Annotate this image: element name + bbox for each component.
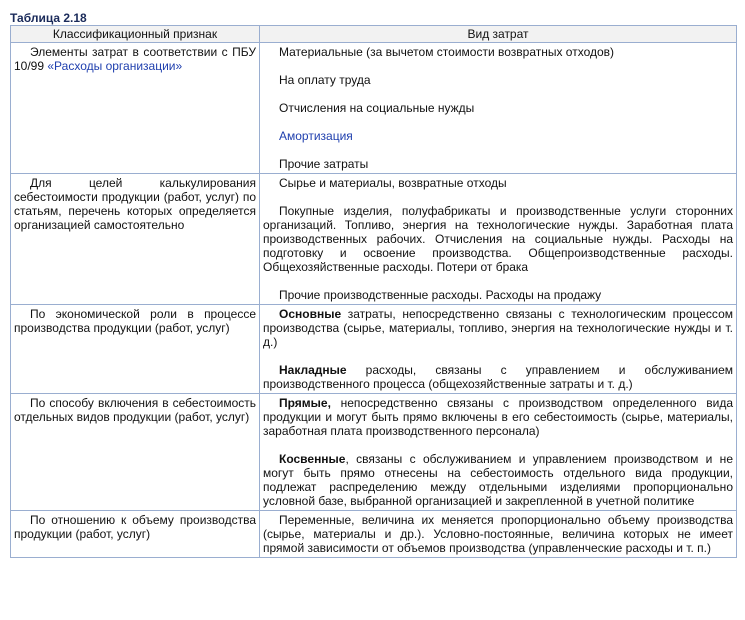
table-row	[11, 511, 737, 558]
cost-type-cell	[260, 43, 737, 174]
reference-link[interactable]: «Расходы организации»	[47, 59, 183, 73]
header-classification-feature: Классификационный признак	[11, 26, 260, 43]
classification-feature-cell	[11, 43, 260, 174]
classification-feature-cell	[11, 174, 260, 305]
feature-paragraph	[14, 307, 256, 335]
text-run: Прочие затраты	[279, 157, 369, 171]
cost-type-term: Прямые,	[279, 396, 331, 410]
cost-type-term: Накладные	[279, 363, 347, 377]
cost-type-paragraph	[263, 45, 733, 59]
text-run: По отношению к объему производства продукции (работ, услуг)	[14, 513, 256, 541]
text-run: Прочие производственные расходы. Расходы на продажу	[279, 288, 602, 302]
cost-classification-table	[10, 25, 737, 558]
text-run: По способу включения в себестоимость отдельных видов продукции (работ, услуг)	[14, 396, 256, 424]
text-run: Материальные (за вычетом стоимости возвратных отходов)	[279, 45, 615, 59]
cost-type-paragraph	[263, 396, 733, 438]
text-run: , связаны с обслуживанием и управлением производством и не могут быть прямо отнесены на себестоимость отдельного вида продукции, подлежат распределению между отдельными изделиями пропорционально условной базе, выбранной организацией и закрепленной в учетной политике	[263, 452, 733, 508]
table-header-row	[11, 26, 737, 43]
cost-type-paragraph	[263, 513, 733, 555]
table-caption: Таблица 2.18	[10, 11, 87, 25]
cost-type-cell	[260, 511, 737, 558]
text-run: Переменные, величина их меняется пропорционально объему производства (сырье, материалы и др.). Условно-постоянные, величина которых не имеет прямой зависимости от объемов производства (управленческие расходы и т. п.)	[263, 513, 733, 555]
text-run: Элементы затрат в соответствии с ПБУ 10/99	[14, 45, 256, 73]
text-run: По экономической роли в процессе производства продукции (работ, услуг)	[14, 307, 256, 335]
feature-paragraph	[14, 176, 256, 232]
cost-type-paragraph	[263, 157, 733, 171]
cost-type-paragraph	[263, 452, 733, 508]
feature-paragraph	[14, 513, 256, 541]
text-run: Сырье и материалы, возвратные отходы	[279, 176, 507, 190]
cost-type-paragraph	[263, 204, 733, 274]
text-run: Для целей калькулирования себестоимости продукции (работ, услуг) по статьям, перечень которых определяется организацией самостоятельно	[14, 176, 256, 232]
text-run: На оплату труда	[279, 73, 371, 87]
text-run: расходы, связаны с управлением и обслуживанием производственного процесса (общехозяйственные затраты и т. д.)	[263, 363, 733, 391]
text-run: затраты, непосредственно связаны с технологическим процессом производства (сырье, материалы, топливо, энергия на технологические нужды и т. д.)	[263, 307, 733, 349]
cost-type-term: Основные	[279, 307, 342, 321]
cost-type-paragraph	[263, 73, 733, 87]
classification-feature-cell	[11, 394, 260, 511]
table-row	[11, 174, 737, 305]
reference-link[interactable]: Амортизация	[279, 129, 353, 143]
table-row	[11, 394, 737, 511]
text-run: Отчисления на социальные нужды	[279, 101, 475, 115]
header-cost-type: Вид затрат	[260, 26, 737, 43]
table-row	[11, 305, 737, 394]
cost-type-cell	[260, 394, 737, 511]
cost-type-paragraph	[263, 363, 733, 391]
cost-type-paragraph	[263, 307, 733, 349]
cost-type-paragraph	[263, 176, 733, 190]
cost-type-cell	[260, 305, 737, 394]
classification-feature-cell	[11, 511, 260, 558]
feature-paragraph	[14, 396, 256, 424]
table-row	[11, 43, 737, 174]
cost-type-paragraph	[263, 288, 733, 302]
page-bottom	[0, 610, 745, 620]
cost-type-paragraph	[263, 129, 733, 143]
text-run: непосредственно связаны с производством определенного вида продукции и могут быть прямо включены в его себестоимость (сырье, материалы, заработная плата производственного персонала)	[263, 396, 733, 438]
cost-type-cell	[260, 174, 737, 305]
text-run: Покупные изделия, полуфабрикаты и производственные услуги сторонних организаций. Топливо, энергия на технологические нужды. Заработная плата производственных рабочих. Отчисления на социальные нужды. Расходы на подготовку и освоение производства. Общепроизводственные расходы. Общехозяйственные расходы. Потери от брака	[263, 204, 733, 274]
feature-paragraph	[14, 45, 256, 73]
cost-type-paragraph	[263, 101, 733, 115]
cost-type-term: Косвенные	[279, 452, 346, 466]
classification-feature-cell	[11, 305, 260, 394]
